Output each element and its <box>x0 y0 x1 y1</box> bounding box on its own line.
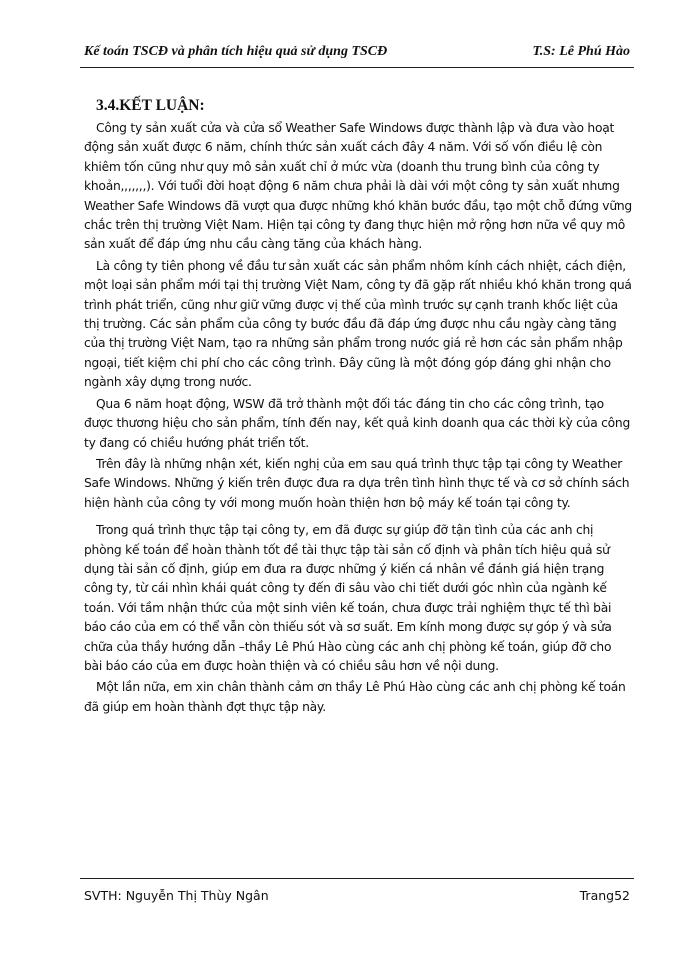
page-number: Trang52 <box>579 888 630 903</box>
footer-student-name: SVTH: Nguyễn Thị Thùy Ngân <box>84 888 269 903</box>
section-title: 3.4.KẾT LUẬN: <box>96 97 205 114</box>
header-document-title: Kế toán TSCĐ và phân tích hiệu quả sử dụng TSCĐ <box>84 44 388 59</box>
header-supervisor: T.S: Lê Phú Hào <box>532 44 630 59</box>
paragraph-3: Qua 6 năm hoạt động, WSW đã trở thành một đối tác đáng tin cho các công trình, tạo được thương hiệu cho sản phẩm, tính đến nay, kết quả kinh doanh qua các thời kỳ của công ty đang có chiều hướng phát triển tốt. <box>84 396 631 450</box>
paragraph-5: Trong quá trình thực tập tại công ty, em đã được sự giúp đỡ tận tình của các anh chị phòng kế toán để hoàn thành tốt đề tài thực tập tài sản cố định và phân tích hiệu quả sử dụng tài sản cố định, giúp em đưa ra được những ý kiến cá nhân về đánh giá hiện trạng công ty, từ cái nhìn khái quát công ty đến đi sâu vào chi tiết dưới góc nhìn của ngành kế toán. Với tầm nhận thức của một sinh viên kế toán, chưa được trải nghiệm thực tế thì bài báo cáo của em có thể vẫn còn thiếu sót và sơ suất. Em kính mong được sự góp ý và sửa chữa của thầy hướng dẫn –thầy Lê Phú Hào cùng các anh chị phòng kế toán, giúp đỡ cho bài báo cáo của em được hoàn thiện và có chiều sâu hơn về nội dung. <box>84 523 612 673</box>
paragraph-2: Là công ty tiên phong về đầu tư sản xuất các sản phẩm nhôm kính cách nhiệt, cách điện, một loại sản phẩm mới tại thị trường Việt Nam, công ty đã gặp rất nhiều khó khăn trong quá trình phát triển, cũng như giữ vững được vị thế của mình trước sự cạnh tranh khốc liệt của thị trường. Các sản phẩm của công ty bước đầu đã đáp ứng được nhu cầu ngày càng tăng của thị trường Việt Nam, tạo ra những sản phẩm trong nước giá rẻ hơn các sản phẩm nhập ngoại, tiết kiệm chi phí cho các công trình. Đây cũng là một đóng góp đáng ghi nhận cho ngành xây dựng trong nước. <box>84 258 632 390</box>
header-divider <box>80 67 634 68</box>
page-header <box>84 44 630 68</box>
footer-divider <box>80 878 634 879</box>
paragraph-4: Trên đây là những nhận xét, kiến nghị của em sau quá trình thực tập tại công ty Weather Safe Windows. Những ý kiến trên được đưa ra dựa trên tình hình thực tế và cơ sở chính sách hiện hành của công ty với mong muốn hoàn thiện hơn bộ máy kế toán tại công ty. <box>84 456 630 510</box>
paragraph-1: Công ty sản xuất cửa và cửa sổ Weather Safe Windows được thành lập và đưa vào hoạt động sản xuất được 6 năm, chính thức sản xuất cách đây 4 năm. Với số vốn điều lệ còn khiêm tốn cũng như quy mô sản xuất chỉ ở mức vừa (doanh thu trung bình của công ty khoản,,,,,,,). Với tuổi đời hoạt động 6 năm chưa phải là dài với một công ty sản xuất nhưng Weather Safe Windows đã vượt qua được những khó khăn bước đầu, tạo một chỗ đứng vững chắc trên thị trường Việt Nam. Hiện tại công ty đang thực hiện mở rộng hơn nữa về quy mô sản xuất để đáp ứng nhu cầu càng tăng của khách hàng. <box>84 121 632 252</box>
paragraph-6: Một lần nữa, em xin chân thành cảm ơn thầy Lê Phú Hào cùng các anh chị phòng kế toán đã giúp em hoàn thành đợt thực tập này. <box>84 680 626 714</box>
page-body <box>84 96 632 719</box>
